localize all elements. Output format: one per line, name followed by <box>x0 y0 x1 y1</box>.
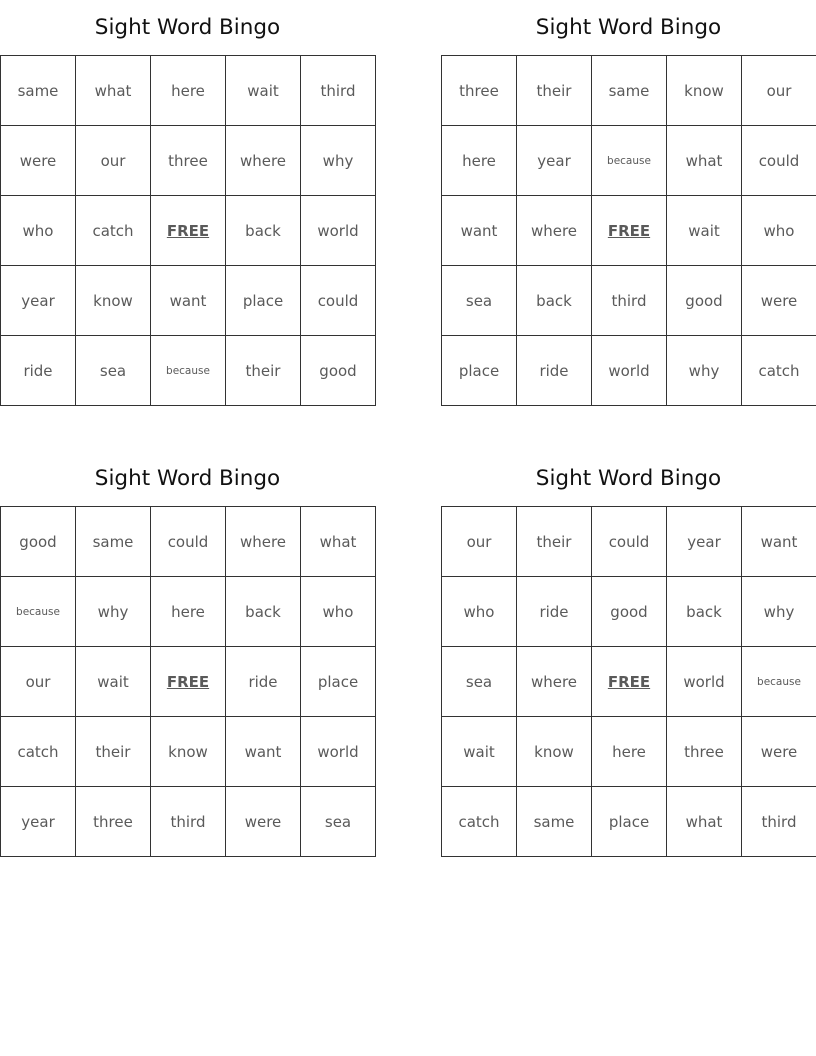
word-cell: could <box>151 507 226 577</box>
bingo-row <box>442 647 816 717</box>
word-cell: here <box>151 56 226 126</box>
word-cell: third <box>151 787 226 857</box>
word-cell: were <box>1 126 76 196</box>
bingo-row <box>1 647 376 717</box>
word-cell: could <box>592 507 667 577</box>
card-title: Sight Word Bingo <box>535 15 722 40</box>
word-cell: where <box>226 126 301 196</box>
word-cell: ride <box>1 336 76 406</box>
bingo-row <box>442 266 816 336</box>
bingo-row <box>1 577 376 647</box>
bingo-row <box>442 336 816 406</box>
word-cell: year <box>1 787 76 857</box>
free-space-cell: FREE <box>592 647 667 717</box>
word-cell: world <box>301 717 376 787</box>
word-cell: year <box>667 507 742 577</box>
word-cell: three <box>667 717 742 787</box>
bingo-grid <box>0 55 376 406</box>
word-cell: ride <box>517 577 592 647</box>
word-cell: who <box>1 196 76 266</box>
word-cell: know <box>76 266 151 336</box>
word-cell: why <box>301 126 376 196</box>
word-cell: catch <box>442 787 517 857</box>
word-cell: third <box>742 787 816 857</box>
bingo-grid <box>0 506 376 857</box>
bingo-card-3 <box>0 451 375 857</box>
bingo-card-1 <box>0 0 375 406</box>
word-cell: place <box>226 266 301 336</box>
word-cell: world <box>301 196 376 266</box>
word-cell: year <box>1 266 76 336</box>
word-cell: where <box>226 507 301 577</box>
word-cell: ride <box>517 336 592 406</box>
word-cell: sea <box>442 266 517 336</box>
bingo-row <box>442 196 816 266</box>
word-cell: where <box>517 647 592 717</box>
word-cell: place <box>442 336 517 406</box>
word-cell: were <box>742 266 816 336</box>
word-cell: back <box>667 577 742 647</box>
word-cell: here <box>592 717 667 787</box>
word-cell: place <box>592 787 667 857</box>
word-cell: who <box>442 577 517 647</box>
word-cell: know <box>151 717 226 787</box>
bingo-grid <box>441 506 816 857</box>
word-cell: wait <box>76 647 151 717</box>
word-cell: wait <box>667 196 742 266</box>
word-cell: place <box>301 647 376 717</box>
bingo-grid <box>441 55 816 406</box>
bingo-row <box>1 56 376 126</box>
word-cell: our <box>442 507 517 577</box>
word-cell: their <box>76 717 151 787</box>
word-cell: what <box>667 126 742 196</box>
word-cell: good <box>592 577 667 647</box>
word-cell: same <box>592 56 667 126</box>
word-cell: sea <box>442 647 517 717</box>
word-cell: want <box>742 507 816 577</box>
bingo-card-2 <box>441 0 816 406</box>
word-cell: three <box>151 126 226 196</box>
word-cell: world <box>667 647 742 717</box>
word-cell: who <box>301 577 376 647</box>
word-cell: our <box>742 56 816 126</box>
word-cell: here <box>442 126 517 196</box>
bingo-row <box>1 196 376 266</box>
bingo-row <box>442 507 816 577</box>
word-cell: who <box>742 196 816 266</box>
word-cell: our <box>1 647 76 717</box>
word-cell: same <box>1 56 76 126</box>
word-cell: wait <box>442 717 517 787</box>
word-cell: were <box>742 717 816 787</box>
word-cell: want <box>442 196 517 266</box>
word-cell: want <box>151 266 226 336</box>
word-cell: same <box>76 507 151 577</box>
word-cell: want <box>226 717 301 787</box>
word-cell: wait <box>226 56 301 126</box>
word-cell: catch <box>742 336 816 406</box>
word-cell: their <box>517 56 592 126</box>
word-cell: third <box>592 266 667 336</box>
word-cell: good <box>301 336 376 406</box>
word-cell: world <box>592 336 667 406</box>
bingo-row <box>1 787 376 857</box>
bingo-row <box>442 126 816 196</box>
word-cell: know <box>667 56 742 126</box>
bingo-row <box>442 56 816 126</box>
word-cell: what <box>301 507 376 577</box>
card-title: Sight Word Bingo <box>94 15 281 40</box>
word-cell: catch <box>1 717 76 787</box>
free-space-cell: FREE <box>151 196 226 266</box>
word-cell: year <box>517 126 592 196</box>
bingo-row <box>442 787 816 857</box>
word-cell: their <box>226 336 301 406</box>
word-cell: their <box>517 507 592 577</box>
bingo-card-4 <box>441 451 816 857</box>
word-cell: our <box>76 126 151 196</box>
word-cell: sea <box>301 787 376 857</box>
bingo-row <box>442 717 816 787</box>
card-title: Sight Word Bingo <box>535 466 722 491</box>
bingo-row <box>1 266 376 336</box>
word-cell: back <box>226 196 301 266</box>
word-cell: back <box>226 577 301 647</box>
bingo-row <box>1 336 376 406</box>
word-cell: back <box>517 266 592 336</box>
word-cell: why <box>76 577 151 647</box>
word-cell: were <box>226 787 301 857</box>
word-cell: because <box>592 126 667 196</box>
word-cell: because <box>1 577 76 647</box>
word-cell: good <box>667 266 742 336</box>
word-cell: know <box>517 717 592 787</box>
word-cell: good <box>1 507 76 577</box>
free-space-cell: FREE <box>151 647 226 717</box>
word-cell: here <box>151 577 226 647</box>
bingo-row <box>442 577 816 647</box>
card-title: Sight Word Bingo <box>94 466 281 491</box>
word-cell: because <box>151 336 226 406</box>
word-cell: ride <box>226 647 301 717</box>
word-cell: what <box>667 787 742 857</box>
free-space-cell: FREE <box>592 196 667 266</box>
word-cell: three <box>442 56 517 126</box>
word-cell: why <box>667 336 742 406</box>
word-cell: could <box>742 126 816 196</box>
word-cell: because <box>742 647 816 717</box>
bingo-row <box>1 126 376 196</box>
word-cell: what <box>76 56 151 126</box>
bingo-row <box>1 717 376 787</box>
word-cell: could <box>301 266 376 336</box>
word-cell: where <box>517 196 592 266</box>
word-cell: why <box>742 577 816 647</box>
word-cell: same <box>517 787 592 857</box>
word-cell: three <box>76 787 151 857</box>
word-cell: catch <box>76 196 151 266</box>
bingo-row <box>1 507 376 577</box>
word-cell: third <box>301 56 376 126</box>
word-cell: sea <box>76 336 151 406</box>
